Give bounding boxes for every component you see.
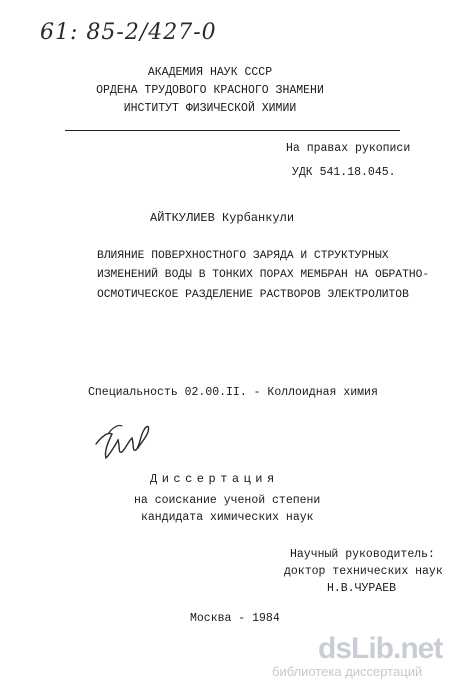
watermark-caption: библиотека диссертаций <box>272 664 423 679</box>
watermark-logo: dsLib.net <box>318 632 443 665</box>
organization-line-3: ИНСТИТУТ ФИЗИЧЕСКОЙ ХИМИИ <box>123 102 297 115</box>
udc-code: УДК 541.18.045. <box>292 166 396 179</box>
organization-line-1: АКАДЕМИЯ НАУК СССР <box>147 66 273 79</box>
manuscript-note: На правах рукописи <box>286 142 411 155</box>
thesis-title-line-2: ИЗМЕНЕНИЙ ВОДЫ В ТОНКИХ ПОРАХ МЕМБРАН НА ОБРАТНО- <box>97 269 430 281</box>
supervisor-degree: доктор технических наук <box>284 565 443 578</box>
author-name: АЙТКУЛИЕВ Курбанкули <box>150 211 295 225</box>
dissertation-line-2: кандидата химических наук <box>141 511 314 524</box>
dissertation-heading: Диссертация <box>150 472 279 486</box>
thesis-title-line-1: ВЛИЯНИЕ ПОВЕРХНОСТНОГО ЗАРЯДА И СТРУКТУРНЫХ <box>97 250 389 262</box>
supervisor-name: Н.В.ЧУРАЕВ <box>327 582 397 595</box>
thesis-title-line-3: ОСМОТИЧЕСКОЕ РАЗДЕЛЕНИЕ РАСТВОРОВ ЭЛЕКТРОЛИТОВ <box>97 289 409 301</box>
archive-stamp: 61: 85-2/427-0 <box>40 20 217 45</box>
handwritten-signature <box>88 414 158 469</box>
organization-line-2: ОРДЕНА ТРУДОВОГО КРАСНОГО ЗНАМЕНИ <box>96 84 324 97</box>
dissertation-line-1: на соискание ученой степени <box>134 494 321 507</box>
specialty-line: Специальность 02.00.II. - Коллоидная химия <box>88 386 378 399</box>
header-divider <box>65 130 400 131</box>
city-year: Москва - 1984 <box>190 612 280 625</box>
supervisor-label: Научный руководитель: <box>290 548 435 561</box>
